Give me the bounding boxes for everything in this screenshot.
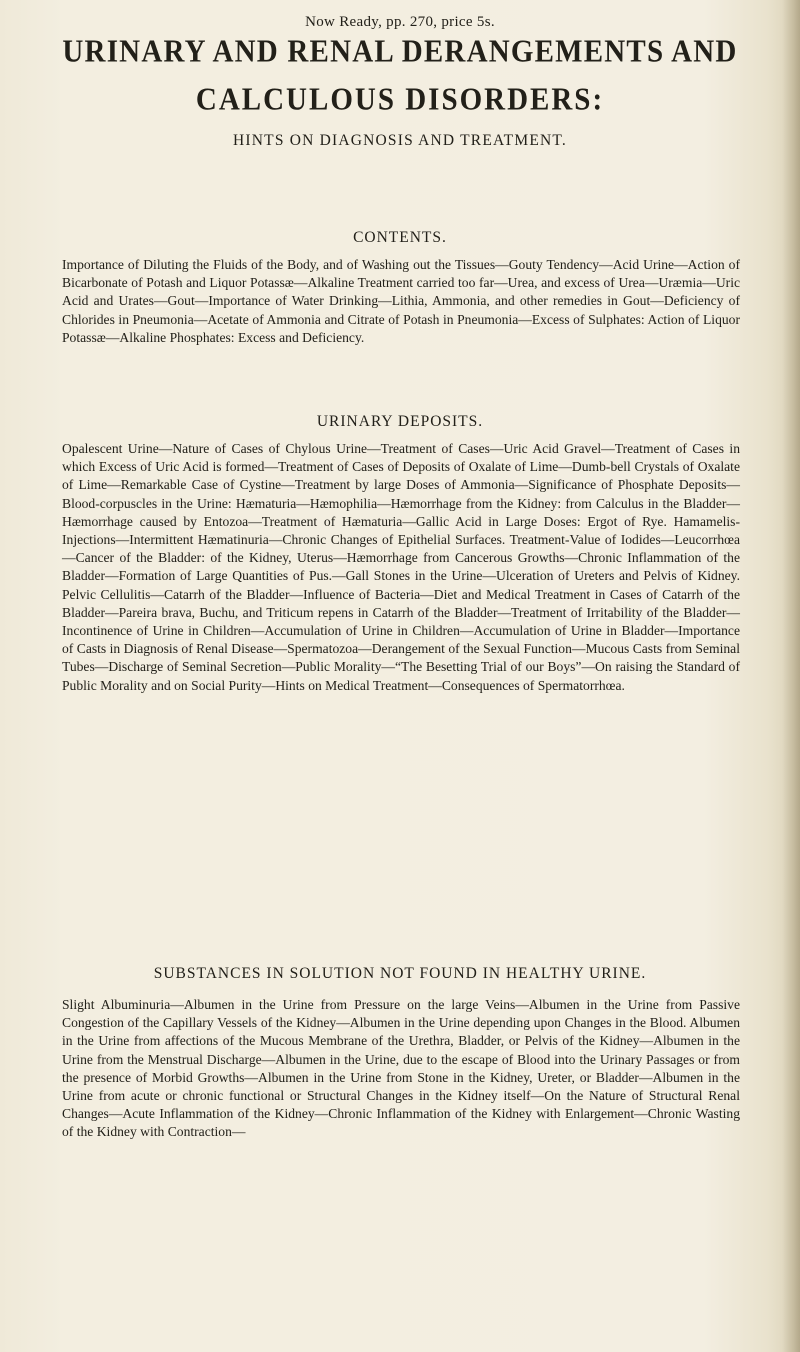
book-subtitle: HINTS ON DIAGNOSIS AND TREATMENT. (233, 132, 567, 149)
book-title-line-2: CALCULOUS DISORDERS: (195, 82, 605, 118)
publication-announcement: Now Ready, pp. 270, price 5s. (305, 14, 495, 30)
contents-body: Importance of Diluting the Fluids of the Body, and of Washing out the Tissues—Gouty Tendency—Acid Urine—Action of Bicarbonate of Potash and Liquor Potassæ—Alkaline Treatment carried too far—Urea, and excess of Urea—Uræmia—Uric Acid and Urates—Gout—Importance of Water Drinking—Lithia, Ammonia, and other remedies in Gout—Deficiency of Chlorides in Pneumonia—Acetate of Ammonia and Citrate of Potash in Pneumonia—Excess of Sulphates: Action of Liquor Potassæ—Alkaline Phosphates: Excess and Deficiency. (62, 257, 740, 345)
substances-body: Slight Albuminuria—Albumen in the Urine from Pressure on the large Veins—Albumen in the Urine from Passive Congestion of the Capillary Vessels of the Kidney—Albumen in the Urine depending upon Changes in the Blood. Albumen in the Urine from affections of the Mucous Membrane of the Urethra, Bladder, or Pelvis of the Kidney—Albumen in the Urine from the Menstrual Discharge—Albumen in the Urine, due to the escape of Blood into the Urinary Passages or from the presence of Morbid Growths—Albumen in the Urine from Stone in the Kidney, Ureter, or Bladder—Albumen in the Urine from acute or chronic functional or Structural Changes in the Kidney itself—On the Nature of Structural Renal Changes—Acute Inflammation of the Kidney—Chronic Inflammation of the Kidney with Enlargement—Chronic Wasting of the Kidney with Contraction— (62, 997, 740, 1140)
contents-heading: CONTENTS. (353, 229, 447, 246)
substances-heading: SUBSTANCES IN SOLUTION NOT FOUND IN HEALTHY URINE. (153, 965, 647, 982)
urinary-deposits-body: Opalescent Urine—Nature of Cases of Chylous Urine—Treatment of Cases—Uric Acid Gravel—Treatment of Cases in which Excess of Uric Acid is formed—Treatment of Cases of Deposits of Oxalate of Lime—Dumb-bell Crystals of Oxalate of Lime—Remarkable Case of Cystine—Treatment by large Doses of Ammonia—Significance of Phosphate Deposits—Blood-corpuscles in the Urine: Hæmaturia—Hæmophilia—Hæmorrhage from the Kidney: from Calculus in the Bladder—Hæmorrhage caused by Entozoa—Treatment of Hæmaturia—Gallic Acid in Large Doses: Ergot of Rye. Hamamelis-Injections—Intermittent Hæmatinuria—Chronic Changes of Epithelial Surfaces. Treatment-Value of Iodides—Leucorrhœa—Cancer of the Bladder: of the Kidney, Uterus—Hæmorrhage from Cancerous Growths—Chronic Inflammation of the Bladder—Formation of Large Quantities of Pus.—Gall Stones in the Urine—Ulceration of Ureters and Pelvis of Kidney. Pelvic Cellulitis—Catarrh of the Bladder—Influence of Bacteria—Diet and Medical Treatment in Cases of Catarrh of the Bladder—Pareira brava, Buchu, and Triticum repens in Catarrh of the Bladder—Treatment of Irritability of the Bladder—Incontinence of Urine in Children—Accumulation of Urine in Children—Accumulation of Urine in Bladder—Importance of Casts in Diagnosis of Renal Disease—Spermatozoa—Derangement of the Sexual Function—Mucous Casts from Seminal Tubes—Discharge of Seminal Secretion—Public Morality—“The Besetting Trial of our Boys”—On raising the Standard of Public Morality and on Social Purity—Hints on Medical Treatment—Consequences of Spermatorrhœa. (62, 441, 740, 693)
page-edge-shadow (782, 0, 800, 1352)
urinary-deposits-heading: URINARY DEPOSITS. (316, 413, 484, 430)
book-title-line-1: URINARY AND RENAL DERANGEMENTS AND (62, 34, 738, 70)
